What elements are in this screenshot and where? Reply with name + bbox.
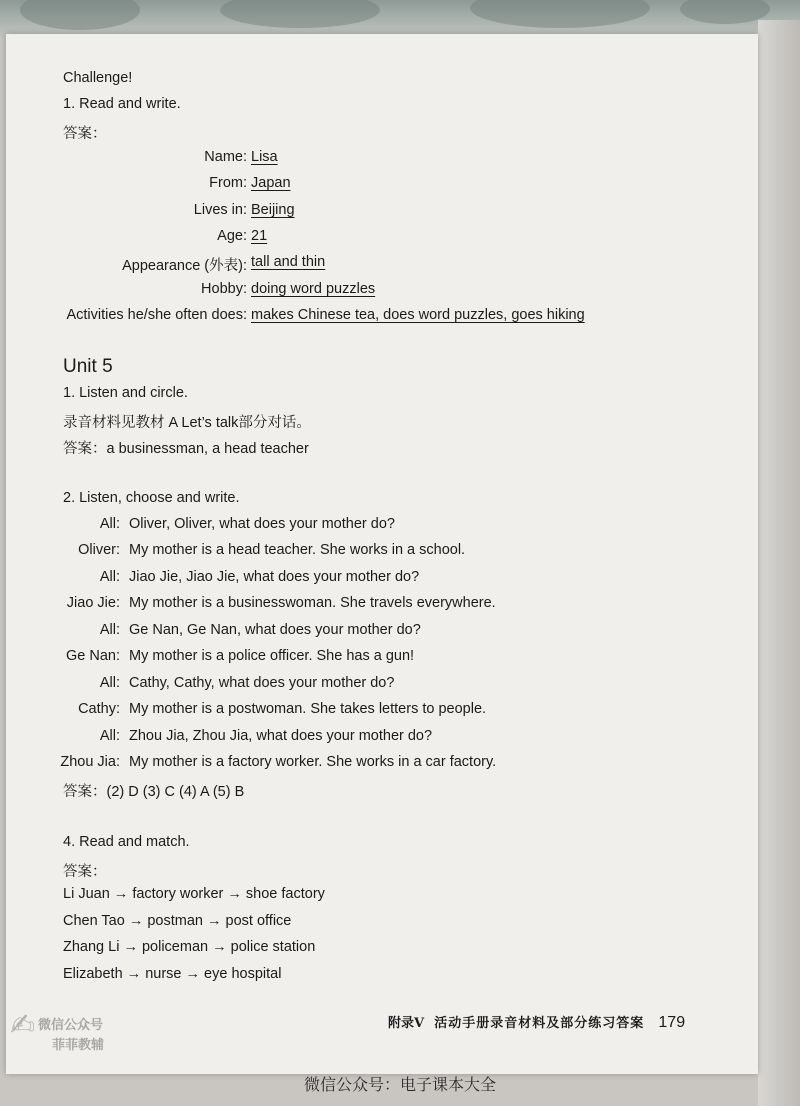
form-value-lives-in: Beijing <box>251 202 295 218</box>
match-line: Chen Tao → postman → post office <box>63 913 292 929</box>
form-label: Hobby: <box>201 281 247 297</box>
task1-heading: 1. Listen and circle. <box>63 385 188 401</box>
page-edge <box>758 20 800 1106</box>
form-label: Lives in: <box>193 202 247 218</box>
watermark-stamp <box>8 1000 128 1060</box>
task4-heading: 4. Read and match. <box>63 834 190 850</box>
task2-answer: 答案：(2) D (3) C (4) A (5) B <box>63 784 245 800</box>
form-label: Activities he/she often does: <box>66 307 247 323</box>
dialogue-line: Jiao Jie, Jiao Jie, what does your mother do? <box>129 569 420 585</box>
challenge-heading: Challenge! <box>63 70 133 86</box>
dialogue-line: My mother is a police officer. She has a gun! <box>129 648 415 664</box>
match-line: Li Juan → factory worker → shoe factory <box>63 886 325 902</box>
answer-label: 答案： <box>63 126 107 142</box>
bottom-watermark: 微信公众号：电子课本大全 <box>303 1075 496 1094</box>
stamp-line2: 菲菲教辅 <box>52 1038 105 1053</box>
dialogue-speaker: Oliver: <box>78 542 120 558</box>
footer-section-title: 活动手册录音材料及部分练习答案 <box>434 1016 645 1031</box>
dialogue-line: Ge Nan, Ge Nan, what does your mother do? <box>129 622 421 638</box>
form-label: Appearance (外表): <box>122 258 247 274</box>
dialogue-line: My mother is a postwoman. She takes letters to people. <box>129 701 487 717</box>
task1-answer: 答案：a businessman, a head teacher <box>63 441 309 457</box>
form-value-age: 21 <box>251 228 268 244</box>
task1-note: 录音材料见教材 A Let’s talk部分对话。 <box>63 415 311 431</box>
dialogue-speaker: Jiao Jie: <box>66 595 120 611</box>
dialogue-line: My mother is a businesswoman. She travels everywhere. <box>129 595 496 611</box>
dialogue-speaker: All: <box>99 569 120 585</box>
dialogue-speaker: All: <box>99 675 120 691</box>
form-label: Name: <box>204 149 247 165</box>
page-footer <box>388 1012 685 1032</box>
task2-heading: 2. Listen, choose and write. <box>63 490 240 506</box>
dialogue-line: My mother is a factory worker. She works in a car factory. <box>129 754 497 770</box>
form-label: From: <box>209 175 247 191</box>
form-value-from: Japan <box>251 175 291 191</box>
dialogue-speaker: Ge Nan: <box>66 648 120 664</box>
hand-icon: ✍ <box>10 1008 36 1043</box>
footer-section: 附录V <box>388 1016 425 1031</box>
form-value-hobby: doing word puzzles <box>251 281 376 297</box>
form-value-activities: makes Chinese tea, does word puzzles, goes hiking <box>251 307 585 323</box>
page-number: 179 <box>658 1014 686 1031</box>
unit-title: Unit 5 <box>63 356 113 377</box>
form-label: Age: <box>217 228 247 244</box>
task4-answer-label: 答案： <box>63 864 107 880</box>
stamp-line1: 微信公众号 <box>38 1018 104 1033</box>
form-value-appearance: tall and thin <box>251 254 326 270</box>
dialogue-line: Cathy, Cathy, what does your mother do? <box>129 675 395 691</box>
dialogue-speaker: Zhou Jia: <box>60 754 120 770</box>
dialogue-line: Oliver, Oliver, what does your mother do? <box>129 516 395 532</box>
dialogue-speaker: All: <box>99 516 120 532</box>
challenge-task: 1. Read and write. <box>63 96 181 112</box>
dialogue-line: My mother is a head teacher. She works in a school. <box>129 542 466 558</box>
dialogue-speaker: All: <box>99 622 120 638</box>
match-line: Zhang Li → policeman → police station <box>63 939 316 955</box>
dialogue-speaker: Cathy: <box>78 701 120 717</box>
dialogue-speaker: All: <box>99 728 120 744</box>
match-line: Elizabeth → nurse → eye hospital <box>63 966 282 982</box>
form-value-name: Lisa <box>251 149 278 165</box>
dialogue-line: Zhou Jia, Zhou Jia, what does your mother do? <box>129 728 433 744</box>
